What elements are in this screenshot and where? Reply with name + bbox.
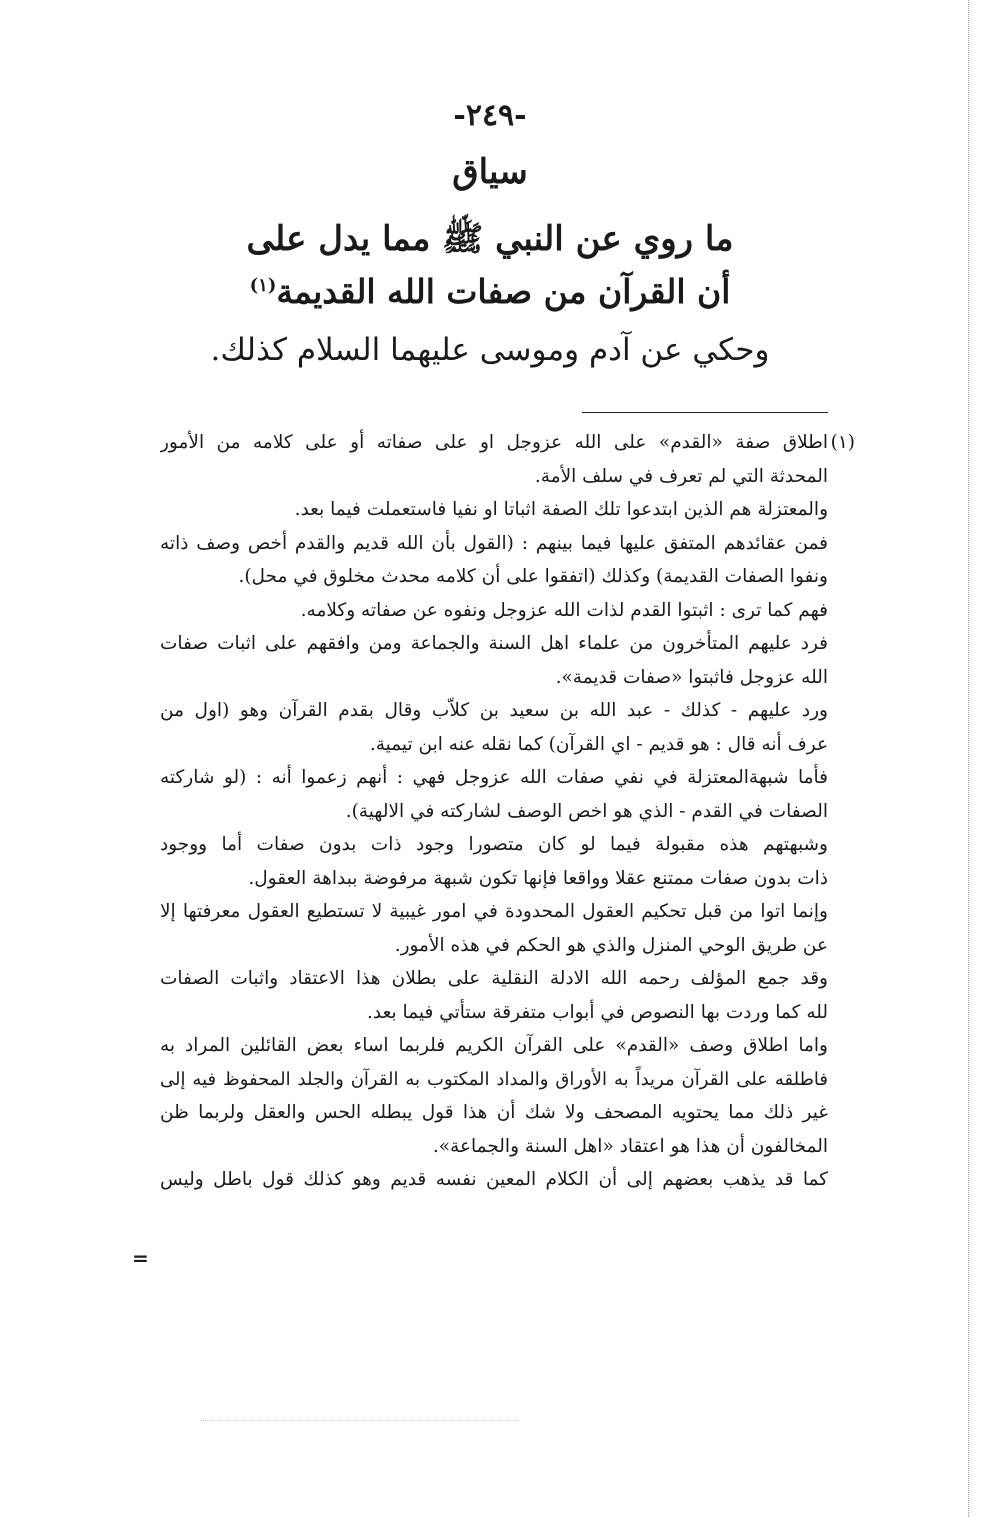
footnote-line: عن طريق الوحي المنزل والذي هو الحكم في هذه الأمور. [394,934,828,956]
footnote-line: واما اطلاق وصف «القدم» على القرآن الكريم فلربما اساء بعض القائلين المراد به [160,1035,828,1056]
footnote-line: الصفات في القدم - الذي هو اخص الوصف لشاركته في الالهية). [345,800,828,822]
scan-artifact-dots [200,1420,520,1421]
footnote-line: المحدثة التي لم تعرف في سلف الأمة. [534,465,828,487]
footnote-line: ورد عليهم - كذلك - عبد الله بن سعيد بن كلاّب وقال بقدم القرآن وهو (اول من [160,700,828,721]
page-number: -٢٤٩- [453,98,527,133]
footnote-line: وقد جمع المؤلف رحمه الله الادلة النقلية على بطلان هذا الاعتقاد واثبات الصفات [160,968,828,989]
heading-line-3: وحكي عن آدم وموسى عليهما السلام كذلك. [210,332,770,368]
footnote-line: ذات بدون صفات ممتنع عقلا وواقعا فإنها تكون شبهة مرفوضة ببداهة العقول. [248,867,828,889]
continuation-mark: = [132,1246,149,1270]
footnote-line: فمن عقائدهم المتفق عليها فيما بينهم : (القول بأن الله قديم والقدم أخص وصف ذاته [160,532,828,554]
footnote-line: لله كما وردت بها النصوص في أبواب متفرقة ستأتي فيما بعد. [367,1001,828,1023]
heading-line-2 [200,272,780,311]
footnote-body [160,426,828,1197]
footnote-line: فرد عليهم المتأخرون من علماء اهل السنة والجماعة ومن وافقهم على اثبات صفات [160,633,828,654]
footnote-line: والمعتزلة هم الذين ابتدعوا تلك الصفة اثباتا او نفيا فاستعملت فيما بعد. [294,499,828,520]
section-title: سياق [452,152,528,192]
footnote-line: فأما شبهةالمعتزلة في نفي صفات الله عزوجل فهي : أنهم زعموا أنه : (لو شاركته [160,767,828,788]
footnote-line: فاطلقه على القرآن مريداً به الأوراق والمداد المكتوب به القرآن والجلد المحفوظ فيه إلى [160,1068,828,1090]
footnote-separator [582,412,828,413]
footnote-line: المخالفون أن هذا هو اعتقاد «اهل السنة والجماعة». [432,1135,828,1157]
heading-line-2-text: أن القرآن من صفات الله القديمة [276,272,731,311]
footnote-line: كما قد يذهب بعضهم إلى أن الكلام المعين نفسه قديم وهو كذلك قول باطل وليس [160,1169,828,1190]
footnote-line: وشبهتهم هذه مقبولة فيما لو كان متصورا وجود ذات بدون صفات أما ووجود [160,834,828,855]
footnote-reference: (١) [249,275,277,296]
footnote-line: الله عزوجل فاثبتوا «صفات قديمة». [555,666,828,688]
page-edge-line [968,0,969,1517]
footnote-line: ونفوا الصفات القديمة) وكذلك (اتفقوا على أن كلامه محدث مخلوق في محل). [238,566,828,587]
heading-line-1: ما روي عن النبي ﷺ مما يدل على [246,219,734,259]
footnote-line: وإنما اتوا من قبل تحكيم العقول المحدودة في امور غيبية لا تستطيع العقول معرفتها إلا [160,901,828,922]
footnote-line: اطلاق صفة «القدم» على الله عزوجل او على صفاته أو على كلامه من الأمور [160,432,828,453]
footnote-marker: (١) [830,432,855,453]
footnote-line: غير ذلك مما يحتويه المصحف ولا شك أن هذا قول يبطله الحس والعقل ولربما ظن [160,1102,828,1123]
footnote-line: عرف أنه قال : هو قديم - اي القرآن) كما نقله عنه ابن تيمية. [369,733,828,755]
footnote-line: فهم كما ترى : اثبتوا القدم لذات الله عزوجل ونفوه عن صفاته وكلامه. [300,599,828,621]
